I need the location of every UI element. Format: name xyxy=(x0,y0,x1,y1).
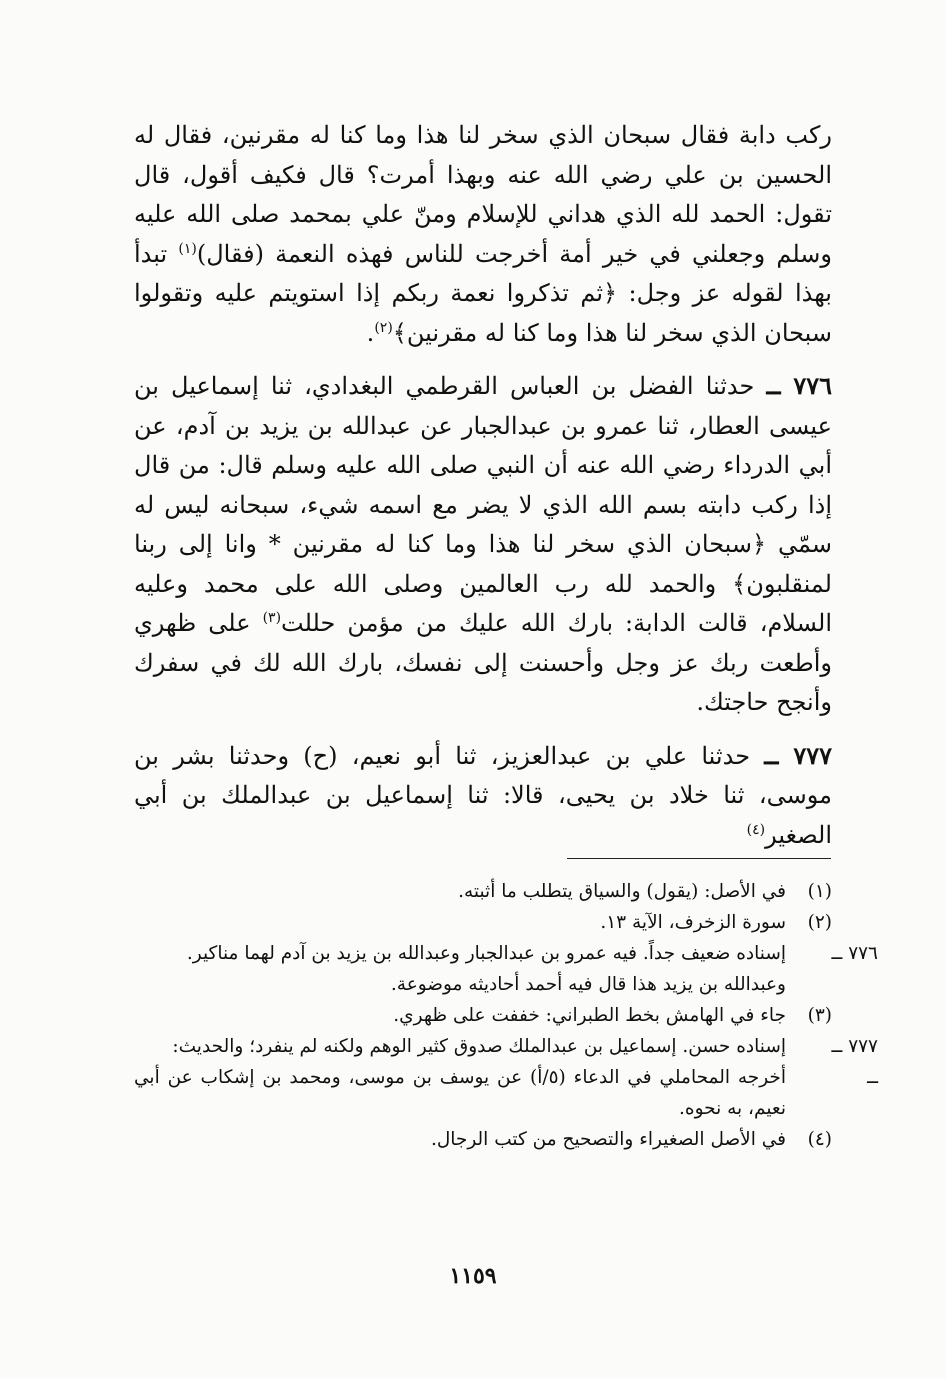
main-text xyxy=(134,116,832,855)
text-run: حدثنا الفضل بن العباس القرطمي البغدادي، ثنا إسماعيل بن عيسى العطار، ثنا عمرو بن عبدالجبار عن عبدالله بن يزيد بن آدم، عن أبي الدرداء رضي الله عنه أن النبي صلى الله عليه وسلم قال: من قال إذا ركب دابته بسم الله الذي لا يضر مع اسمه شيء، سبحانه ليس له سمّي ﴿سبحان الذي سخر لنا هذا وما كنا له مقرنين * وانا إلى ربنا لمنقلبون﴾ والحمد لله رب العالمين وصلى الله على محمد وعليه السلام، قالت الدابة: بارك الله عليك من مؤمن حللت xyxy=(134,372,833,637)
footnote-number: ــ xyxy=(867,1067,878,1088)
hadith-number: ٧٧٦ ــ xyxy=(766,371,833,400)
footnote-2 xyxy=(134,907,832,938)
footnote-text: إسناده حسن. إسماعيل بن عبدالملك صدوق كثير الوهم ولكنه لم ينفرد؛ والحديث: xyxy=(172,1036,786,1057)
footnote-ref: (٢) xyxy=(374,319,393,336)
paragraph-777 xyxy=(134,736,832,856)
footnote-3 xyxy=(134,1000,832,1031)
footnote-number: (٣) xyxy=(807,1005,832,1026)
footnote-number: (٤) xyxy=(807,1129,832,1150)
footnote-text: في الأصل الصغيراء والتصحيح من كتب الرجال. xyxy=(430,1129,786,1150)
page-number: ١١٥٩ xyxy=(449,1263,497,1289)
footnote-ref: (٤) xyxy=(746,821,766,838)
hadith-number: ٧٧٧ ــ xyxy=(764,740,832,770)
footnote-number: ٧٧٦ ــ xyxy=(831,943,878,964)
footnote-text: أخرجه المحاملي في الدعاء (٥/أ) عن يوسف بن موسى، ومحمد بن إشكاب عن أبي نعيم، به نحوه. xyxy=(134,1067,786,1119)
footnote-777 xyxy=(134,1031,878,1062)
footnote-number: (٢) xyxy=(807,912,832,933)
footnote-text: جاء في الهامش بخط الطبراني: خففت على ظهري. xyxy=(393,1005,786,1026)
footnote-number: ٧٧٧ ــ xyxy=(831,1036,878,1057)
footnote-4 xyxy=(134,1124,832,1155)
footnote-776 xyxy=(134,938,878,969)
footnote-number: (١) xyxy=(807,881,832,902)
text-run: على ظهري وأطعت ربك عز وجل وأحسنت إلى نفسك، بارك الله لك في سفرك وأنجح حاجتك. xyxy=(134,609,832,716)
footnote-1 xyxy=(134,876,832,907)
text-run: ركب دابة فقال سبحان الذي سخر لنا هذا وما كنا له مقرنين، فقال له الحسين بن علي رضي الله عنه وبهذا أمرت؟ قال فكيف أقول، قال تقول: الحمد لله الذي هداني للإسلام ومنّ علي بمحمد صلى الله عليه وسلم وجعلني في خير أمة أخرجت للناس فهذه النعمة (فقال) xyxy=(134,121,833,268)
text-run: . xyxy=(366,318,375,347)
paragraph-776 xyxy=(134,366,832,723)
text-run: تبدأ بهذا لقوله عز وجل: ﴿ثم تذكروا نعمة ربكم إذا استويتم عليه وتقولوا سبحان الذي سخر لنا هذا وما كنا له مقرنين﴾ xyxy=(134,239,832,347)
footnote-text: سورة الزخرف، الآية ١٣. xyxy=(600,912,786,933)
footnote-text: إسناده ضعيف جداً. فيه عمرو بن عبدالجبار وعبدالله بن يزيد بن آدم لهما مناكير. xyxy=(186,943,786,964)
footnote-separator xyxy=(567,858,831,859)
footnote-text: وعبدالله بن يزيد هذا قال فيه أحمد أحاديثه موضوعة. xyxy=(390,974,786,995)
footnotes xyxy=(134,876,878,1155)
text-run: حدثنا علي بن عبدالعزيز، ثنا أبو نعيم، (ح) وحدثنا بشر بن موسى، ثنا خلاد بن يحيى، قالا: ثنا إسماعيل بن عبدالملك بن أبي الصغير xyxy=(134,741,832,849)
footnote-776-continued xyxy=(134,969,832,1000)
footnote-text: في الأصل: (يقول) والسياق يتطلب ما أثبته. xyxy=(458,881,786,902)
paragraph-1 xyxy=(134,116,832,353)
footnote-ref: (٣) xyxy=(262,610,282,626)
footnote-777-takhrij xyxy=(134,1062,878,1124)
footnote-ref: (١) xyxy=(178,240,197,257)
